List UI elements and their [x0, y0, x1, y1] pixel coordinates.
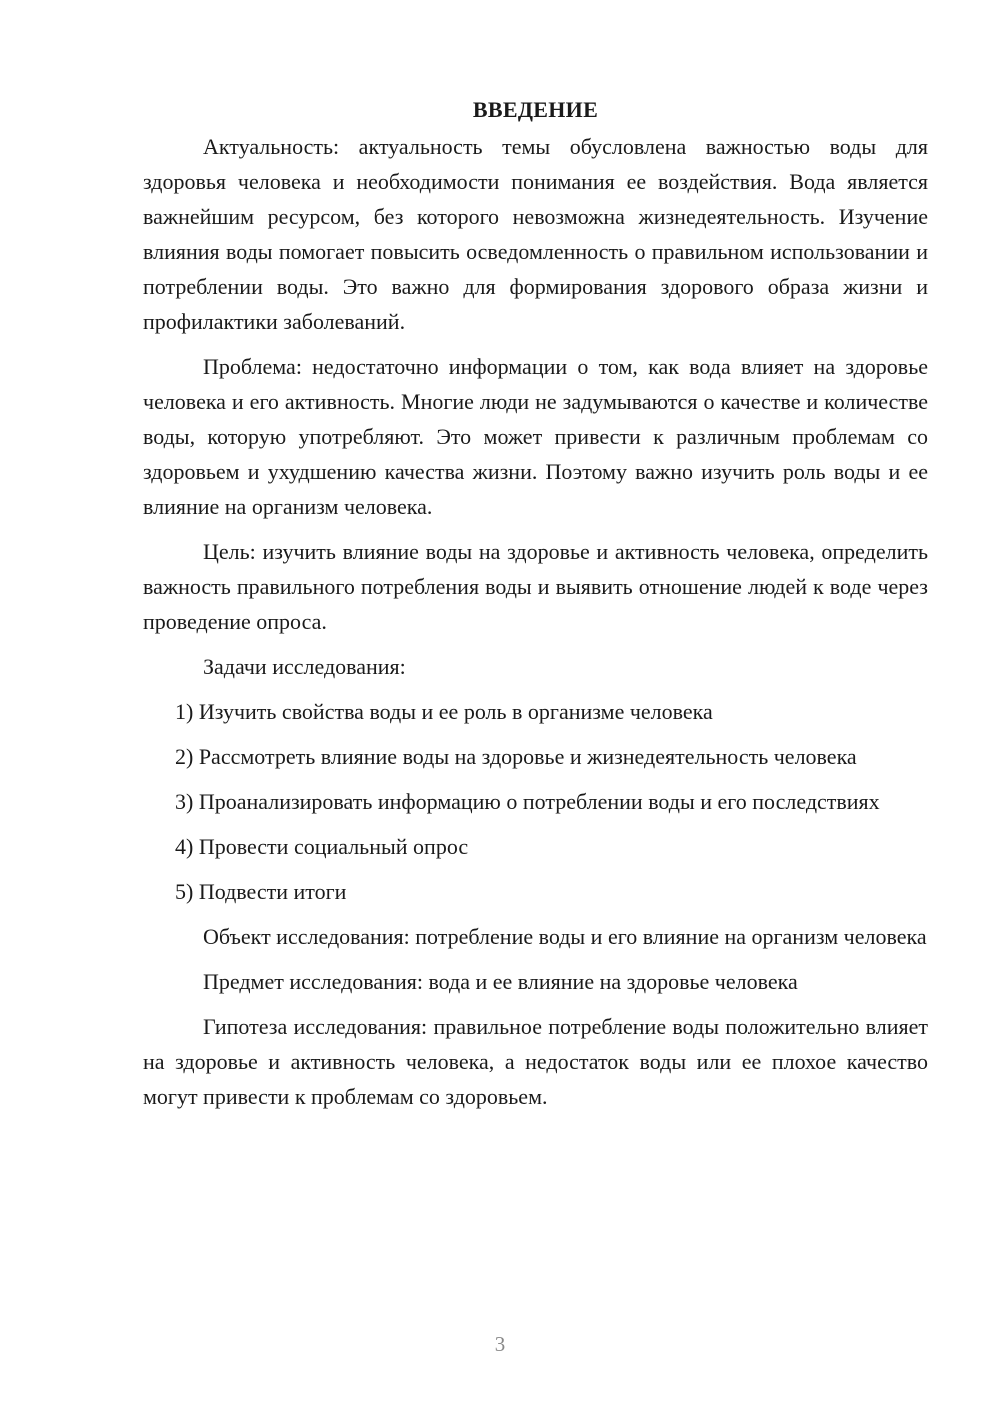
task-item-2: 2) Рассмотреть влияние воды на здоровье и жизнедеятельность человека: [175, 744, 857, 769]
paragraph-relevance: Актуальность: актуальность темы обусловлена важностью воды для здоровья человека и необходимости понимания ее воздействия. Вода является важнейшим ресурсом, без которого невозможна жизнедеятельность. Изучение влияния воды помогает повысить осведомленность о правильном использовании и потреблении воды. Это важно для формирования здорового образа жизни и профилактики заболеваний.: [143, 134, 928, 334]
task-item-4: 4) Провести социальный опрос: [175, 834, 469, 859]
paragraph-tasks-heading: Задачи исследования:: [203, 654, 406, 679]
paragraph-subject: Предмет исследования: вода и ее влияние на здоровье человека: [203, 969, 798, 994]
paragraph-object: Объект исследования: потребление воды и его влияние на организм человека: [203, 924, 927, 949]
paragraph-hypothesis: Гипотеза исследования: правильное потребление воды положительно влияет на здоровье и активность человека, а недостаток воды или ее плохое качество могут привести к проблемам со здоровьем.: [143, 1014, 928, 1109]
task-item-3: 3) Проанализировать информацию о потреблении воды и его последствиях: [175, 789, 880, 814]
paragraph-problem: Проблема: недостаточно информации о том, как вода влияет на здоровье человека и его активность. Многие люди не задумываются о качестве и количестве воды, которую употребляют. Это может привести к различным проблемам со здоровьем и ухудшению качества жизни. Поэтому важно изучить роль воды и ее влияние на организм человека.: [143, 354, 928, 519]
paragraph-goal: Цель: изучить влияние воды на здоровье и активность человека, определить важность правильного потребления воды и выявить отношение людей к воде через проведение опроса.: [143, 539, 928, 634]
document-page: [143, 92, 928, 1124]
task-item-5: 5) Подвести итоги: [175, 879, 347, 904]
task-item-1: 1) Изучить свойства воды и ее роль в организме человека: [175, 699, 713, 724]
page-number: 3: [494, 1332, 506, 1356]
page-title: ВВЕДЕНИЕ: [472, 97, 599, 122]
